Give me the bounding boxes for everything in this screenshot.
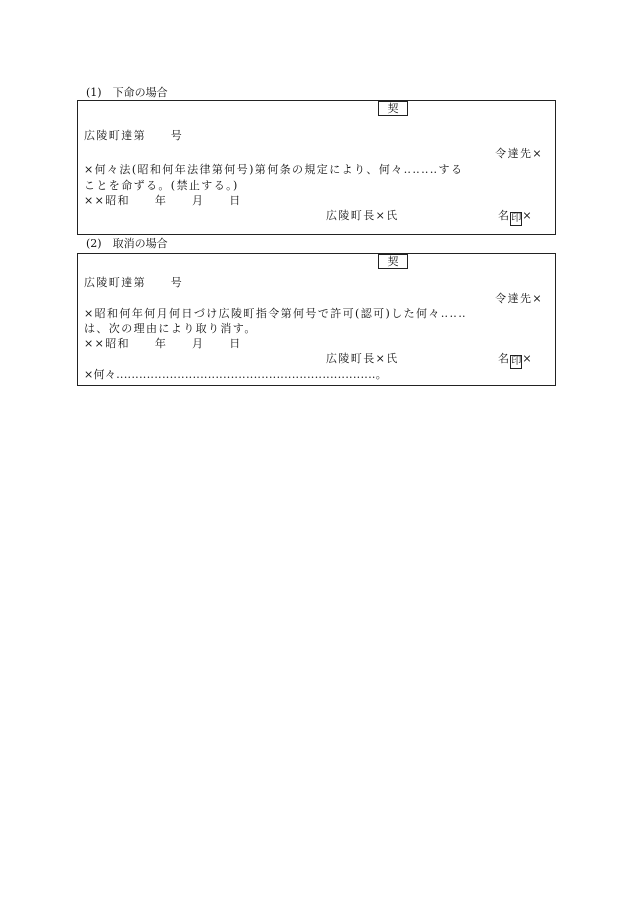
reason-line: ×何々‥‥‥‥‥‥‥‥‥‥‥‥‥‥‥‥‥‥‥‥‥‥‥‥‥‥‥‥‥‥‥‥‥‥。 <box>84 368 388 381</box>
name-label: 名 <box>498 209 511 222</box>
document-number: 広陵町達第 号 <box>84 129 184 142</box>
order-form-frame <box>77 100 556 235</box>
body-line-2: は、次の理由により取り消す。 <box>84 322 257 335</box>
date-line: ××昭和 年 月 日 <box>84 194 242 207</box>
date-line: ××昭和 年 月 日 <box>84 337 242 350</box>
body-line-1: ×何々法(昭和何年法律第何号)第何条の規定により、何々‥‥‥‥する <box>84 163 464 176</box>
seal-box: 契 <box>378 101 408 116</box>
name-tail: × <box>522 352 534 365</box>
seal-box: 契 <box>378 254 408 269</box>
name-label: 名 <box>498 352 511 365</box>
mayor-name: 広陵町長×氏 <box>326 209 399 222</box>
signature-block <box>498 209 533 226</box>
name-tail: × <box>522 209 534 222</box>
stamp-icon: 印 <box>511 213 522 224</box>
revocation-form-frame <box>77 253 556 386</box>
body-line-1: ×昭和何年何月何日づけ広陵町指令第何号で許可(認可)した何々‥‥‥ <box>84 307 468 320</box>
addressee: 令達先× <box>495 292 543 305</box>
stamp-icon: 印 <box>511 356 522 367</box>
signature-block <box>498 352 533 369</box>
addressee: 令達先× <box>495 147 543 160</box>
section-2-title: (2) 取消の場合 <box>86 237 168 250</box>
section-1-title: (1) 下命の場合 <box>86 86 168 99</box>
document-number: 広陵町達第 号 <box>84 276 184 289</box>
mayor-name: 広陵町長×氏 <box>326 352 399 365</box>
body-line-2: ことを命ずる。(禁止する。) <box>84 179 239 192</box>
